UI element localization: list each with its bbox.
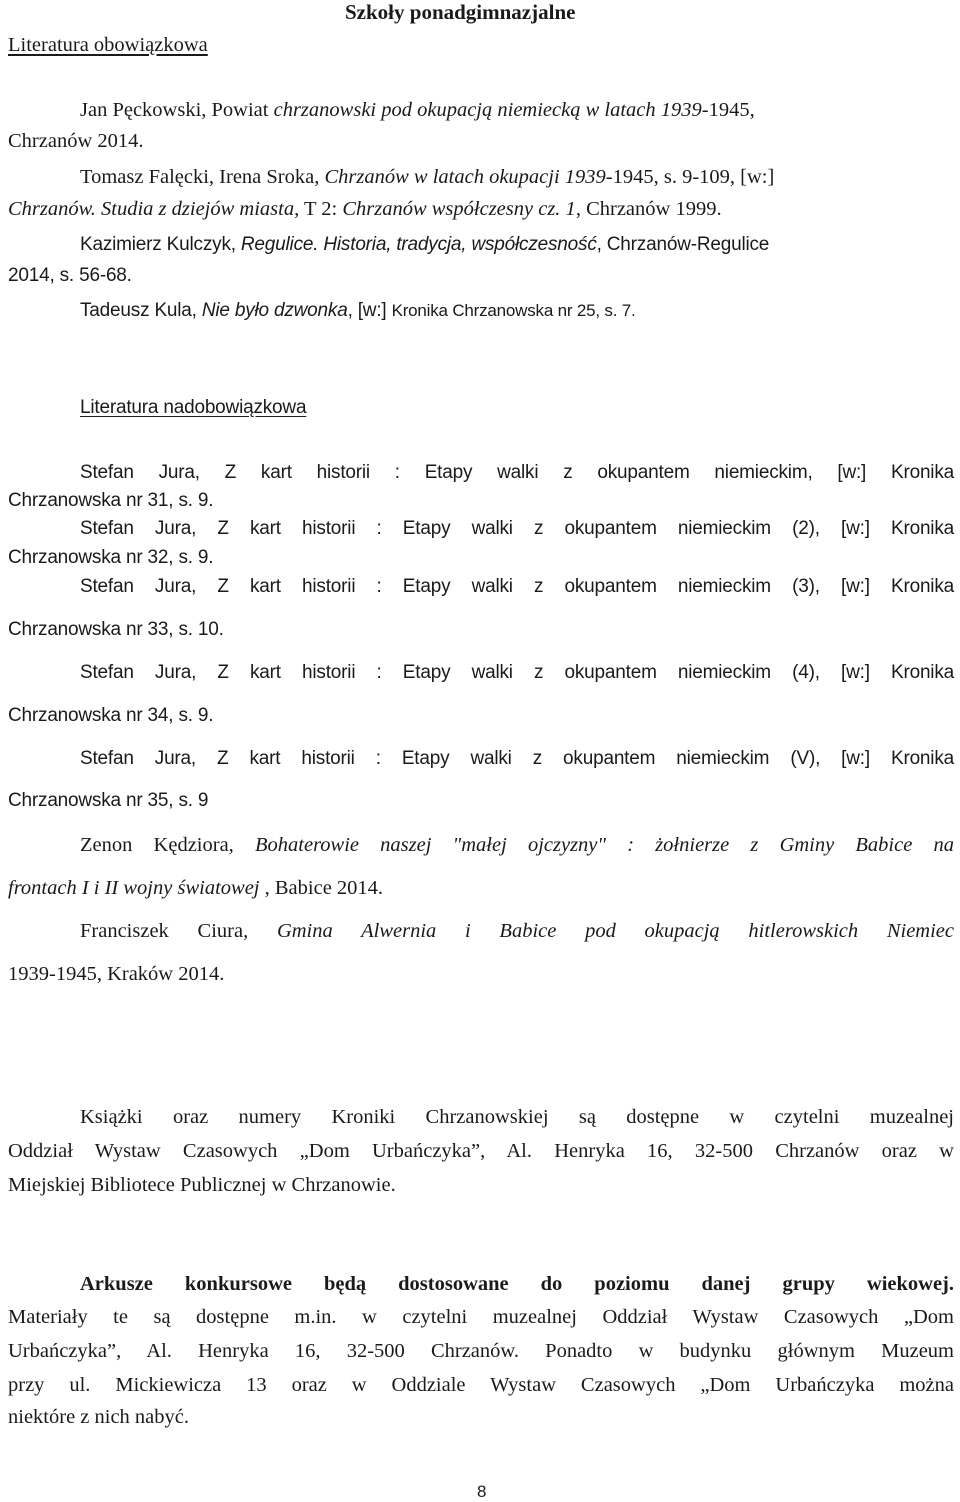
citation-line: 2014, s. 56-68. xyxy=(8,265,132,286)
citation-line: Stefan Jura, Z kart historii : Etapy walki z okupantem niemieckim (4), [w:] Kronika xyxy=(80,662,954,683)
section-heading-optional: Literatura nadobowiązkowa xyxy=(80,397,307,418)
citation-line: Chrzanów. Studia z dziejów miasta, T 2: Chrzanów współczesny cz. 1, Chrzanów 1999. xyxy=(8,198,722,220)
citation-line: Chrzanowska nr 31, s. 9. xyxy=(8,490,214,511)
page-title: Szkoły ponadgimnazjalne xyxy=(345,0,576,24)
contest-line: przy ul. Mickiewicza 13 oraz w Oddziale Wystaw Czasowych „Dom Urbańczyka można xyxy=(8,1374,954,1396)
citation-line: Jan Pęckowski, Powiat chrzanowski pod okupacją niemiecką w latach 1939-1945, xyxy=(80,99,755,121)
citation-line: Franciszek Ciura, Gmina Alwernia i Babice pod okupacją hitlerowskich Niemiec xyxy=(80,920,955,942)
citation-line: Chrzanowska nr 34, s. 9. xyxy=(8,705,214,726)
section-heading-required: Literatura obowiązkowa xyxy=(8,34,208,56)
contest-line: Materiały te są dostępne m.in. w czytelni muzealnej Oddział Wystaw Czasowych „Dom xyxy=(8,1306,954,1328)
citation-line: Chrzanowska nr 32, s. 9. xyxy=(8,547,214,568)
availability-line: Oddział Wystaw Czasowych „Dom Urbańczyka”, Al. Henryka 16, 32-500 Chrzanów oraz w xyxy=(8,1140,954,1162)
citation-line: Stefan Jura, Z kart historii : Etapy walki z okupantem niemieckim, [w:] Kronika xyxy=(80,462,954,483)
citation-line: Stefan Jura, Z kart historii : Etapy walki z okupantem niemieckim (V), [w:] Kronika xyxy=(80,748,954,769)
contest-bold-line: Arkusze konkursowe będą dostosowane do poziomu danej grupy wiekowej. xyxy=(80,1273,954,1295)
citation-line: Tomasz Falęcki, Irena Sroka, Chrzanów w latach okupacji 1939-1945, s. 9-109, [w:] xyxy=(80,166,775,188)
citation-line: Chrzanowska nr 33, s. 10. xyxy=(8,619,224,640)
citation-line: Kazimierz Kulczyk, Regulice. Historia, tradycja, współczesność, Chrzanów-Regulice xyxy=(80,234,770,255)
citation-line: Tadeusz Kula, Nie było dzwonka, [w:] Kronika Chrzanowska nr 25, s. 7. xyxy=(80,300,636,321)
citation-line: Chrzanowska nr 35, s. 9 xyxy=(8,790,209,811)
citation-line: 1939-1945, Kraków 2014. xyxy=(8,963,225,985)
citation-line: Zenon Kędziora, Bohaterowie naszej "małej ojczyzny" : żołnierze z Gminy Babice na xyxy=(80,834,955,856)
contest-line: niektóre z nich nabyć. xyxy=(8,1406,190,1428)
citation-line: Stefan Jura, Z kart historii : Etapy walki z okupantem niemieckim (2), [w:] Kronika xyxy=(80,518,954,539)
availability-line: Miejskiej Bibliotece Publicznej w Chrzanowie. xyxy=(8,1174,396,1196)
citation-line: Stefan Jura, Z kart historii : Etapy walki z okupantem niemieckim (3), [w:] Kronika xyxy=(80,576,954,597)
page-number: 8 xyxy=(477,1482,487,1501)
availability-line: Książki oraz numery Kroniki Chrzanowskiej są dostępne w czytelni muzealnej xyxy=(80,1106,954,1128)
citation-line: Chrzanów 2014. xyxy=(8,130,144,152)
contest-line: Urbańczyka”, Al. Henryka 16, 32-500 Chrzanów. Ponadto w budynku głównym Muzeum xyxy=(8,1340,954,1362)
citation-line: frontach I i II wojny światowej , Babice 2014. xyxy=(8,877,384,899)
